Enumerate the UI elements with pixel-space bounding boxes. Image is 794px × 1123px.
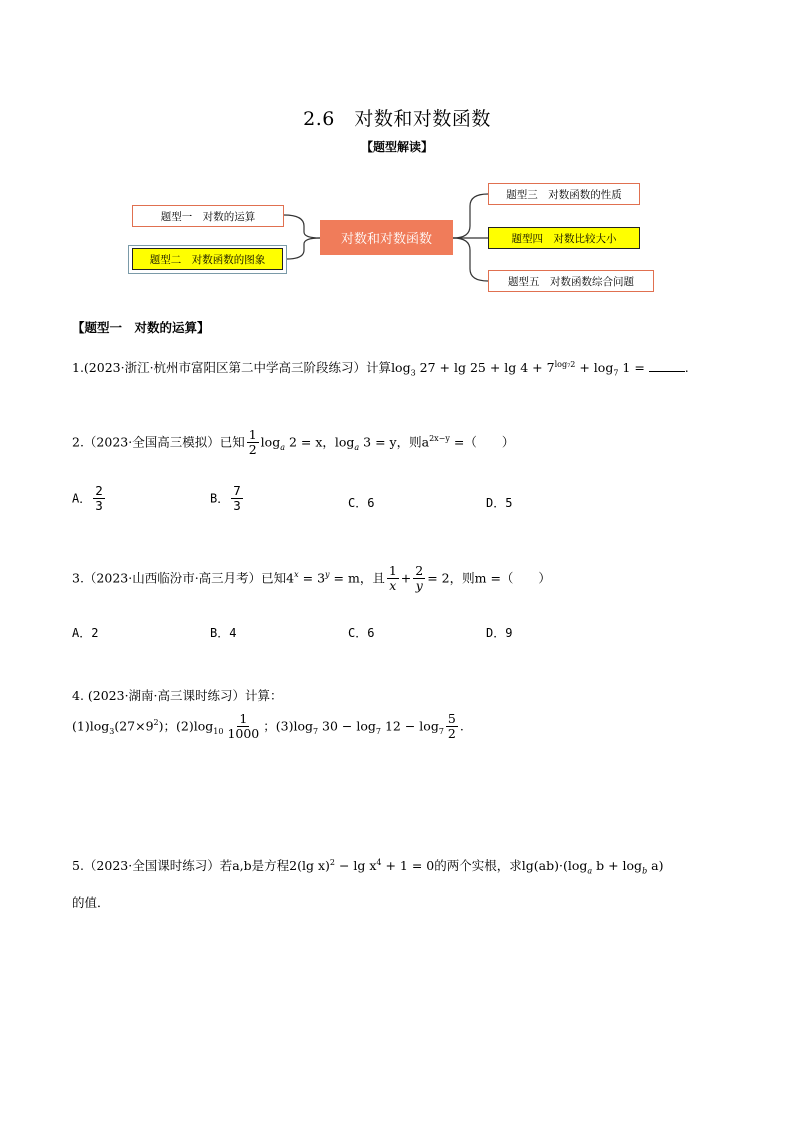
- q4-part3-a6: 12 − log: [381, 718, 439, 734]
- mindmap-node-type4: 题型四 对数比较大小: [488, 227, 640, 249]
- mindmap-center: 对数和对数函数: [320, 220, 453, 255]
- q4-end: .: [459, 718, 464, 734]
- q2-option-b-fraction: [231, 484, 243, 514]
- q4-part3-base3: 7: [438, 726, 444, 736]
- q5-line1: 5.（2023·全国课时练习）若a,b是方程2(lg x): [72, 858, 330, 873]
- q2-option-a-num: 2: [95, 483, 103, 498]
- q2-p3: 3 = y，则a: [359, 434, 430, 450]
- connector-right-3: [453, 238, 488, 281]
- mindmap-node-type1: 题型一 对数的运算: [132, 205, 284, 227]
- q4-part2-log: )；(2)log: [158, 718, 214, 734]
- q2-option-d[interactable]: D．5: [486, 496, 513, 510]
- q2-sub1: a: [280, 442, 285, 452]
- q3-fraction-2: [413, 564, 425, 594]
- q2-sub2: a: [354, 442, 360, 452]
- q3-option-a[interactable]: A．2: [72, 626, 99, 640]
- q2-prefix: 2.（2023·全国高三模拟）已知: [72, 434, 245, 450]
- q2-p4: =（ ）: [449, 434, 515, 450]
- q1-log-base: 3: [410, 368, 416, 378]
- q2-option-a-den: 3: [95, 498, 103, 514]
- mindmap-node-type2: 题型二 对数函数的图象: [132, 248, 283, 270]
- q5-p3: b + log: [592, 858, 643, 873]
- page-subtitle: 【题型解读】: [360, 140, 433, 154]
- q5-sup1: 2: [329, 857, 335, 867]
- q4-part3-fraction: [446, 712, 458, 742]
- q2-p2: 2 = x，log: [284, 434, 355, 450]
- q4-f-den: 1000: [227, 726, 260, 742]
- q5-p2: + 1 = 0的两个实根，求lg(ab)·(log: [381, 858, 588, 873]
- mindmap-node-type3: 题型三 对数函数的性质: [488, 183, 640, 205]
- q2-p1: log: [260, 434, 281, 450]
- question-4-parts: [72, 712, 464, 742]
- q2-option-c[interactable]: C．6: [348, 496, 375, 510]
- q2-frac-den: 2: [248, 442, 257, 458]
- q3-p1: = 3: [298, 570, 326, 586]
- q1-expr-c: + log: [575, 360, 614, 375]
- q1-exponent: log₇2: [554, 359, 576, 369]
- question-2: [72, 428, 514, 458]
- q1-expr-b: 27 + lg 25 + lg 4 + 7: [415, 360, 555, 375]
- q4-part3-a5: 30 − log: [318, 718, 376, 734]
- connector-left-1: [284, 215, 320, 238]
- q4-part3-log: ；(3)log: [263, 718, 313, 734]
- q2-option-b-den: 3: [233, 498, 241, 514]
- section-heading-type1: 【题型一 对数的运算】: [72, 320, 210, 335]
- q3-f2-den: y: [415, 578, 423, 594]
- q1-answer-blank[interactable]: [649, 361, 685, 372]
- q4-f-num: 1: [239, 711, 248, 726]
- q3-p2: = m，且: [329, 570, 385, 586]
- q4-part1-log: (1)log: [72, 718, 110, 734]
- q5-sup2: 4: [376, 857, 382, 867]
- question-1: [72, 358, 689, 378]
- q3-sup2: y: [325, 570, 330, 580]
- mindmap-connectors: [0, 0, 794, 300]
- q2-sup: 2x−y: [429, 434, 450, 444]
- q4-part2-base: 10: [213, 726, 224, 736]
- q1-log-base-7: 7: [613, 368, 619, 378]
- q4-f2-num: 5: [447, 711, 456, 726]
- q2-option-b[interactable]: [210, 484, 245, 514]
- q4-f2-den: 2: [447, 726, 456, 742]
- question-4: 4. (2023·湖南·高三课时练习）计算：: [72, 688, 283, 703]
- question-5-line2: 的值．: [72, 895, 110, 910]
- q5-p1: − lg x: [334, 858, 377, 873]
- connector-right-1: [453, 194, 488, 238]
- q3-option-d[interactable]: D．9: [486, 626, 513, 640]
- q1-prefix: 1.(2023·浙江·杭州市富阳区第二中学高三阶段练习）计算: [72, 360, 392, 375]
- q2-fraction: [247, 428, 259, 458]
- q2-option-b-label: B．: [210, 491, 230, 506]
- page-title: 2.6 对数和对数函数: [303, 108, 491, 130]
- q2-frac-num: 1: [248, 427, 257, 442]
- q2-option-a-fraction: [93, 484, 105, 514]
- q1-end: .: [684, 360, 689, 375]
- q2-option-b-num: 7: [233, 483, 241, 498]
- q4-part1-base: 3: [109, 726, 115, 736]
- q5-p4: a): [647, 858, 664, 873]
- q3-f2-num: 2: [415, 563, 424, 578]
- q3-option-b[interactable]: B．4: [210, 626, 237, 640]
- q3-f1-den: x: [389, 578, 397, 594]
- q4-part3-base1: 7: [312, 726, 319, 736]
- q3-f1-num: 1: [388, 563, 397, 578]
- q5-sub1: a: [587, 866, 593, 876]
- mindmap-node-type5: 题型五 对数函数综合问题: [488, 270, 654, 292]
- q1-log: log: [391, 360, 411, 375]
- q3-fraction-1: [387, 564, 399, 594]
- question-3: [72, 564, 551, 594]
- q3-option-c[interactable]: C．6: [348, 626, 375, 640]
- q4-part3-base2: 7: [375, 726, 381, 736]
- q2-option-a[interactable]: [72, 484, 107, 514]
- q5-sub2: b: [642, 866, 648, 876]
- q3-sup1: x: [294, 570, 299, 580]
- question-5: [72, 856, 664, 876]
- q4-part2-fraction: [225, 712, 261, 742]
- q3-p3: = 2，则m =（ ）: [427, 570, 551, 586]
- q1-expr-d: 1 =: [618, 360, 649, 375]
- q4-part1-sup: 2: [153, 718, 159, 728]
- q3-plus: +: [400, 570, 412, 586]
- connector-left-2: [287, 238, 320, 259]
- q2-option-a-label: A．: [72, 491, 92, 506]
- q4-part1-arg: (27×9: [114, 718, 154, 734]
- q3-prefix: 3.（2023·山西临汾市·高三月考）已知4: [72, 570, 295, 586]
